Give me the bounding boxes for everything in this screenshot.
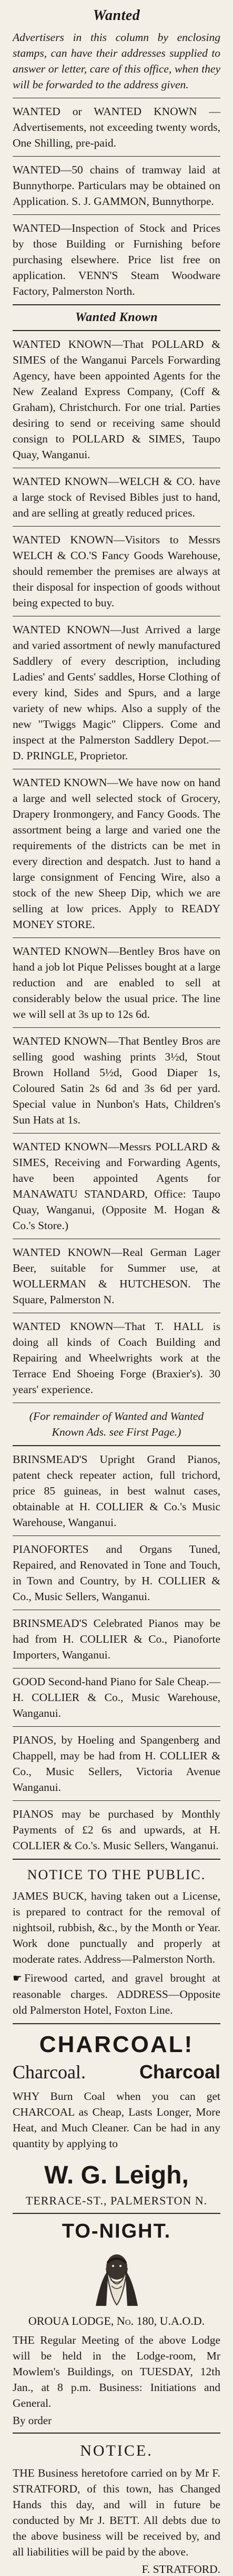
ad-lager-beer: WANTED KNOWN—Real German Lager Beer, suitable for Summer use, at WOLLERMAN & HUTCHESON. The Square, Palmerston N. bbox=[13, 1246, 220, 1306]
ad-inspection: WANTED—Inspection of Stock and Prices by those Building or Furnishing before purchasing elsewhere. Price list free on application. VENN'S Steam Woodware Factory, Palmerston North. bbox=[13, 222, 220, 297]
ad-monthly-payments: PIANOS may be purchased by Monthly Payments of £2 6s and upwards, at H. COLLIER & Co.'s. Music Sellers, Wanganui. bbox=[13, 1808, 220, 1852]
ad-james-buck: JAMES BUCK, having taken out a License, is prepared to contract for the removal of nightsoil, rubbish, &c., by the Month or Year. Work done punctually and properly at moderate rates. Address—Palmerston North. bbox=[13, 1890, 220, 1965]
divider bbox=[13, 1133, 220, 1134]
lodge-emblem-figure bbox=[13, 2247, 220, 2310]
divider bbox=[13, 526, 220, 527]
divider bbox=[13, 2023, 220, 2024]
divider bbox=[13, 937, 220, 938]
ad-ready-money-store: WANTED KNOWN—We have now on hand a large and well selected stock of Grocery, Drapery Ironmongery, and Fancy Goods. The assortment being a large and varied one the requirements of the districts can be met in every direction and despatch. Just to hand a large consignment of Fencing Wire, also a stock of the new Sheep Dip, which we are selling at low prices. Apply to READY MONEY STORE. bbox=[13, 776, 220, 931]
lodge-title: OROUA LODGE, No. 180, U.A.O.D. bbox=[28, 2314, 205, 2327]
ad-welch-bibles: WANTED KNOWN—WELCH & CO. have a large stock of Revised Bibles just to hand, and are selling at greatly reduced prices. bbox=[13, 475, 220, 519]
intro-notice: Advertisers in this column by enclosing stamps, can have their addresses supplied to answer or letter, care of this office, when they will be forwarded to the address given. bbox=[13, 31, 220, 91]
ad-bentley-pelisses: WANTED KNOWN—Bentley Bros have on hand a job lot Pique Pelisses bought at a large reduction and are enabled to sell at considerably below the usual price. The line we will sell at 3s up to 12s 6d. bbox=[13, 945, 220, 1021]
merchant-address: TERRACE-ST., PALMERSTON N. bbox=[25, 2194, 208, 2207]
merchant-name: W. G. Leigh, bbox=[44, 2161, 189, 2189]
charcoal-sub-left: Charcoal. bbox=[13, 2062, 86, 2083]
ad-tramway: WANTED—50 chains of tramway laid at Bunnythorpe. Particulars may be obtained on Application. S. J. GAMMON, Bunnythorpe. bbox=[13, 163, 220, 208]
ad-brinsmead-grand: BRINSMEAD'S Upright Grand Pianos, patent check repeater action, full trichord, price 85 guineas, in best walnut cases, obtainable at H. COLLIER & Co.'s Music Warehouse, Wanganui. bbox=[13, 1453, 220, 1529]
divider bbox=[13, 1800, 220, 1801]
ad-firewood-text: Firewood carted, and gravel brought at reasonable charges. ADDRESS—Opposite old Palmerston Hotel, Foxton Line. bbox=[13, 1972, 220, 2016]
druid-figure-icon bbox=[85, 2247, 148, 2310]
ad-charcoal-body: WHY Burn Coal when you can get CHARCOAL as Cheap, Lasts Longer, More Heat, and Much Cleaner. Can be had in any quantity by applying to bbox=[13, 2090, 220, 2150]
divider bbox=[13, 214, 220, 215]
continuation-note: (For remainder of Wanted and Wanted Known Ads. see First Page.) bbox=[29, 1410, 204, 1438]
tonight-title: TO-NIGHT. bbox=[62, 2220, 171, 2242]
ad-lodge-body: THE Regular Meeting of the above Lodge will be held in the Lodge-room, Mr Mowlem's Buildings, on TUESDAY, 12th Jan., at 8 p.m. Business: Initiations and General. bbox=[13, 2334, 220, 2409]
ad-second-hand-piano: GOOD Second-hand Piano for Sale Cheap.—H. COLLIER & Co., Music Warehouse, Wanganui. bbox=[13, 1675, 220, 1719]
ad-bentley-prints: WANTED KNOWN—That Bentley Bros are selling good washing prints 3½d, Stout Brown Holland 5½d, Good Diaper 1s, Coloured Satin 2s 6d and 3s 6d per yard. Special value in Nunbon's Hats, Children's Sun Hats at 1s. bbox=[13, 1035, 220, 1126]
ad-welch-visitors: WANTED KNOWN—Visitors to Messrs WELCH & CO.'S Fancy Goods Warehouse, should remember the premises are always at their disposal for inspection of goods without being expected to buy. bbox=[13, 533, 220, 609]
pointing-hand-icon: ☛ bbox=[13, 1973, 22, 1984]
ad-hoeling-pianos: PIANOS, by Hoeling and Spangenberg and Chappell, may be had from H. COLLIER & Co., Music Sellers, Victoria Avenue Wanganui. bbox=[13, 1734, 220, 1794]
ad-forwarding-agents: WANTED KNOWN—Messrs POLLARD & SIMES, Receiving and Forwarding Agents, have been appointed Agents for MANAWATU STANDARD, Office: Taupo Quay, Wanganui, (Opposite M. Hogan & Co.'s Store.) bbox=[13, 1140, 220, 1232]
divider bbox=[13, 304, 220, 305]
divider bbox=[13, 1445, 220, 1446]
ad-pollard-simes: WANTED KNOWN—That POLLARD & SIMES of the Wanganui Parcels Forwarding Agency, have been appointed Agents for the New Zealand Express Company, (Coff & Graham), Christchurch. For one trial. Parties desiring to send or receiving same should consign to POLLARD & SIMES, Taupo Quay, Wanganui. bbox=[13, 338, 220, 461]
divider bbox=[13, 1027, 220, 1028]
divider bbox=[13, 1859, 220, 1860]
section-heading-wanted: Wanted bbox=[93, 7, 140, 24]
charcoal-subtitle-row bbox=[13, 2061, 220, 2083]
notice-title: NOTICE. bbox=[80, 2442, 153, 2459]
stratford-signoff: F. STRATFORD. bbox=[141, 2563, 220, 2575]
ad-pianofortes: PIANOFORTES and Organs Tuned, Repaired, and Renovated in Tone and Touch, in Town and Country, by H. COLLIER & Co., Music Sellers, Wanganui. bbox=[13, 1543, 220, 1603]
charcoal-sub-right: Charcoal bbox=[139, 2061, 220, 2083]
divider bbox=[13, 330, 220, 331]
section-heading-wanted-known: Wanted Known bbox=[75, 311, 158, 324]
divider bbox=[13, 1726, 220, 1727]
ad-brinsmead-celebrated: BRINSMEAD'S Celebrated Pianos may be had from H. COLLIER & Co., Pianoforte Importers, Wanganui. bbox=[13, 1617, 220, 1661]
charcoal-title: CHARCOAL! bbox=[39, 2032, 194, 2057]
ad-twenty-words: WANTED or WANTED KNOWN — Advertisements, not exceeding twenty words, One Shilling, pre-paid. bbox=[13, 105, 220, 149]
divider bbox=[13, 156, 220, 157]
ad-firewood bbox=[13, 1970, 220, 2018]
divider bbox=[13, 2433, 220, 2434]
ad-coach-building: WANTED KNOWN—That T. HALL is doing all kinds of Coach Building and Repairing and Wheelwrights work at the Terrace End Shoeing Forge (Braxier's). 30 years' experience. bbox=[13, 1320, 220, 1396]
ad-saddlery: WANTED KNOWN—Just Arrived a large and varied assortment of newly manufactured Saddlery of every description, including Ladies' and Gents' saddles, Horse Clothing of every kind, Sides and Spurs, and a large variety of new whips. Also a supply of the new "Twiggs Magic" Clippers. Come and inspect at the Palmerston Saddlery Depot.—D. PRINGLE, Proprietor. bbox=[13, 623, 220, 762]
divider bbox=[13, 2213, 220, 2214]
ad-stratford: THE Business heretofore carried on by Mr F. STRATFORD, of this town, has Changed Hands this day, and will in future be conducted by Mr J. BETT. All debts due to the above business will be received by, and all liabilities will be paid by the above. bbox=[13, 2467, 220, 2558]
notice-public-title: NOTICE TO THE PUBLIC. bbox=[27, 1867, 206, 1882]
by-order: By order bbox=[13, 2414, 52, 2427]
